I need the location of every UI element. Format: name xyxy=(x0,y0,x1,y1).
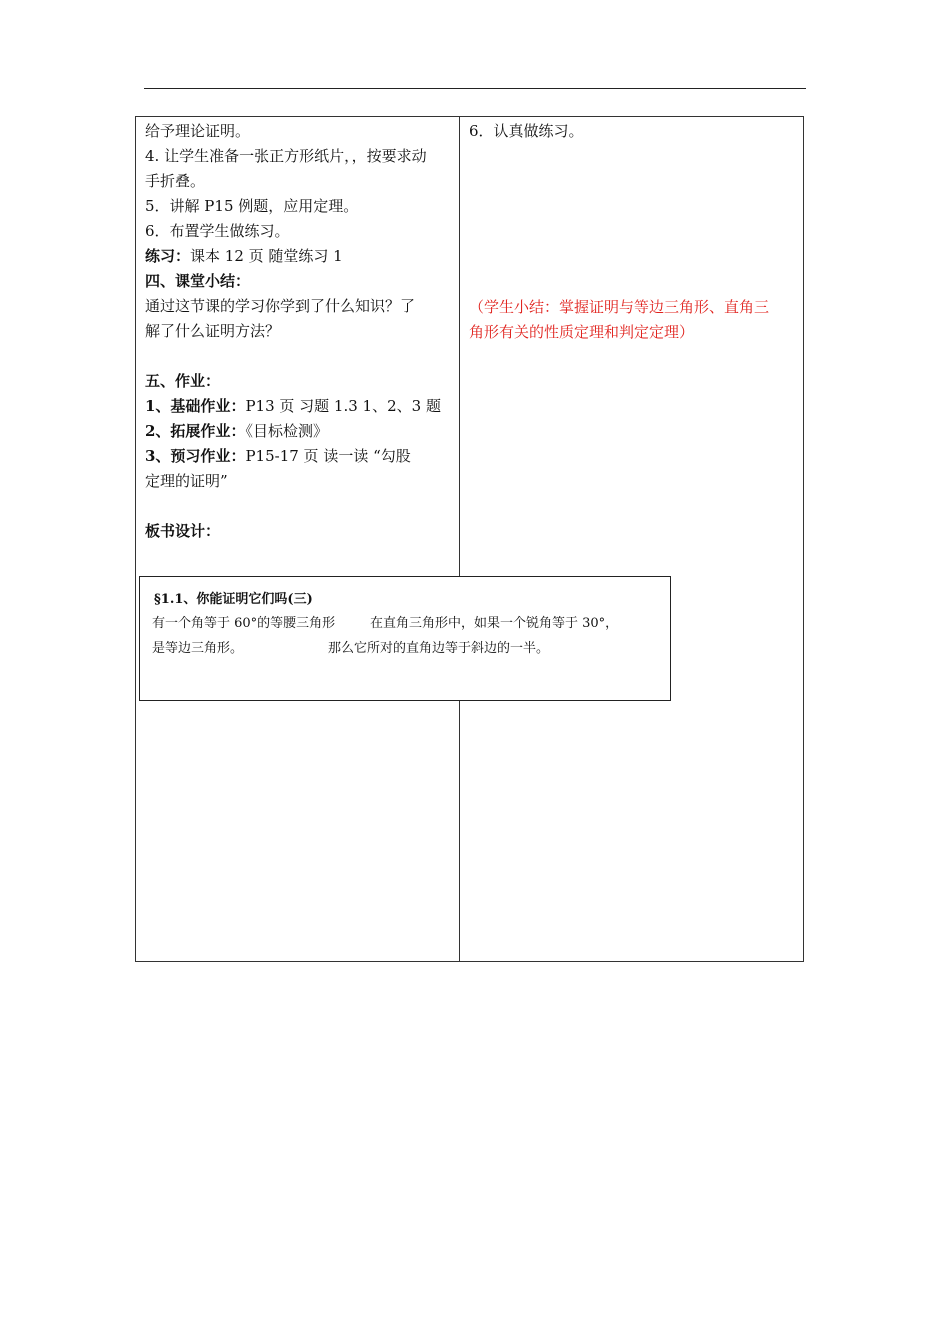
student-practice-line: 6．认真做练习。 xyxy=(469,122,584,140)
board-theorem-2-line-2: 那么它所对的直角边等于斜边的一半。 xyxy=(328,641,550,656)
blackboard-design-box xyxy=(139,576,671,701)
section-heading-summary: 四、课堂小结： xyxy=(145,272,251,290)
student-summary-line: （学生小结：掌握证明与等边三角形、直角三 xyxy=(469,298,770,316)
table-column-divider xyxy=(459,116,460,962)
board-theorem-1-line-1: 有一个角等于 60°的等腰三角形 xyxy=(152,616,336,631)
student-activity-column xyxy=(469,119,799,144)
board-theorem-2-line-1: 在直角三角形中，如果一个锐角等于 30°， xyxy=(370,616,619,631)
left-line: 解了什么证明方法？ xyxy=(145,322,281,340)
header-rule xyxy=(144,88,806,89)
left-line: 给予理论证明。 xyxy=(145,122,251,140)
homework-extension: 2、拓展作业：《目标检测》 xyxy=(145,422,328,440)
student-summary xyxy=(469,295,799,345)
section-heading-homework: 五、作业： xyxy=(145,372,221,390)
teacher-activity-column xyxy=(145,119,455,544)
left-line: 手折叠。 xyxy=(145,172,206,190)
homework-preview: 3、预习作业：P15-17 页 读一读 “勾股 xyxy=(145,447,411,465)
blank-line xyxy=(145,344,455,369)
left-line: 定理的证明” xyxy=(145,472,228,490)
left-line: 通过这节课的学习你学到了什么知识？了 xyxy=(145,297,416,315)
board-title: §1.1、你能证明它们吗(三) xyxy=(154,592,313,607)
board-theorem-1-line-2: 是等边三角形。 xyxy=(152,641,244,656)
left-line: 6．布置学生做练习。 xyxy=(145,222,290,240)
homework-basic: 1、基础作业：P13 页 习题 1.3 1、2、3 题 xyxy=(145,397,441,415)
student-summary-line: 角形有关的性质定理和判定定理） xyxy=(469,323,695,341)
exercise-line: 练习：课本 12 页 随堂练习 1 xyxy=(145,247,343,265)
blank-line xyxy=(145,494,455,519)
section-heading-board: 板书设计： xyxy=(145,522,221,540)
left-line: 5．讲解 P15 例题，应用定理。 xyxy=(145,197,359,215)
left-line: 4. 让学生准备一张正方形纸片，，按要求动 xyxy=(145,147,427,165)
